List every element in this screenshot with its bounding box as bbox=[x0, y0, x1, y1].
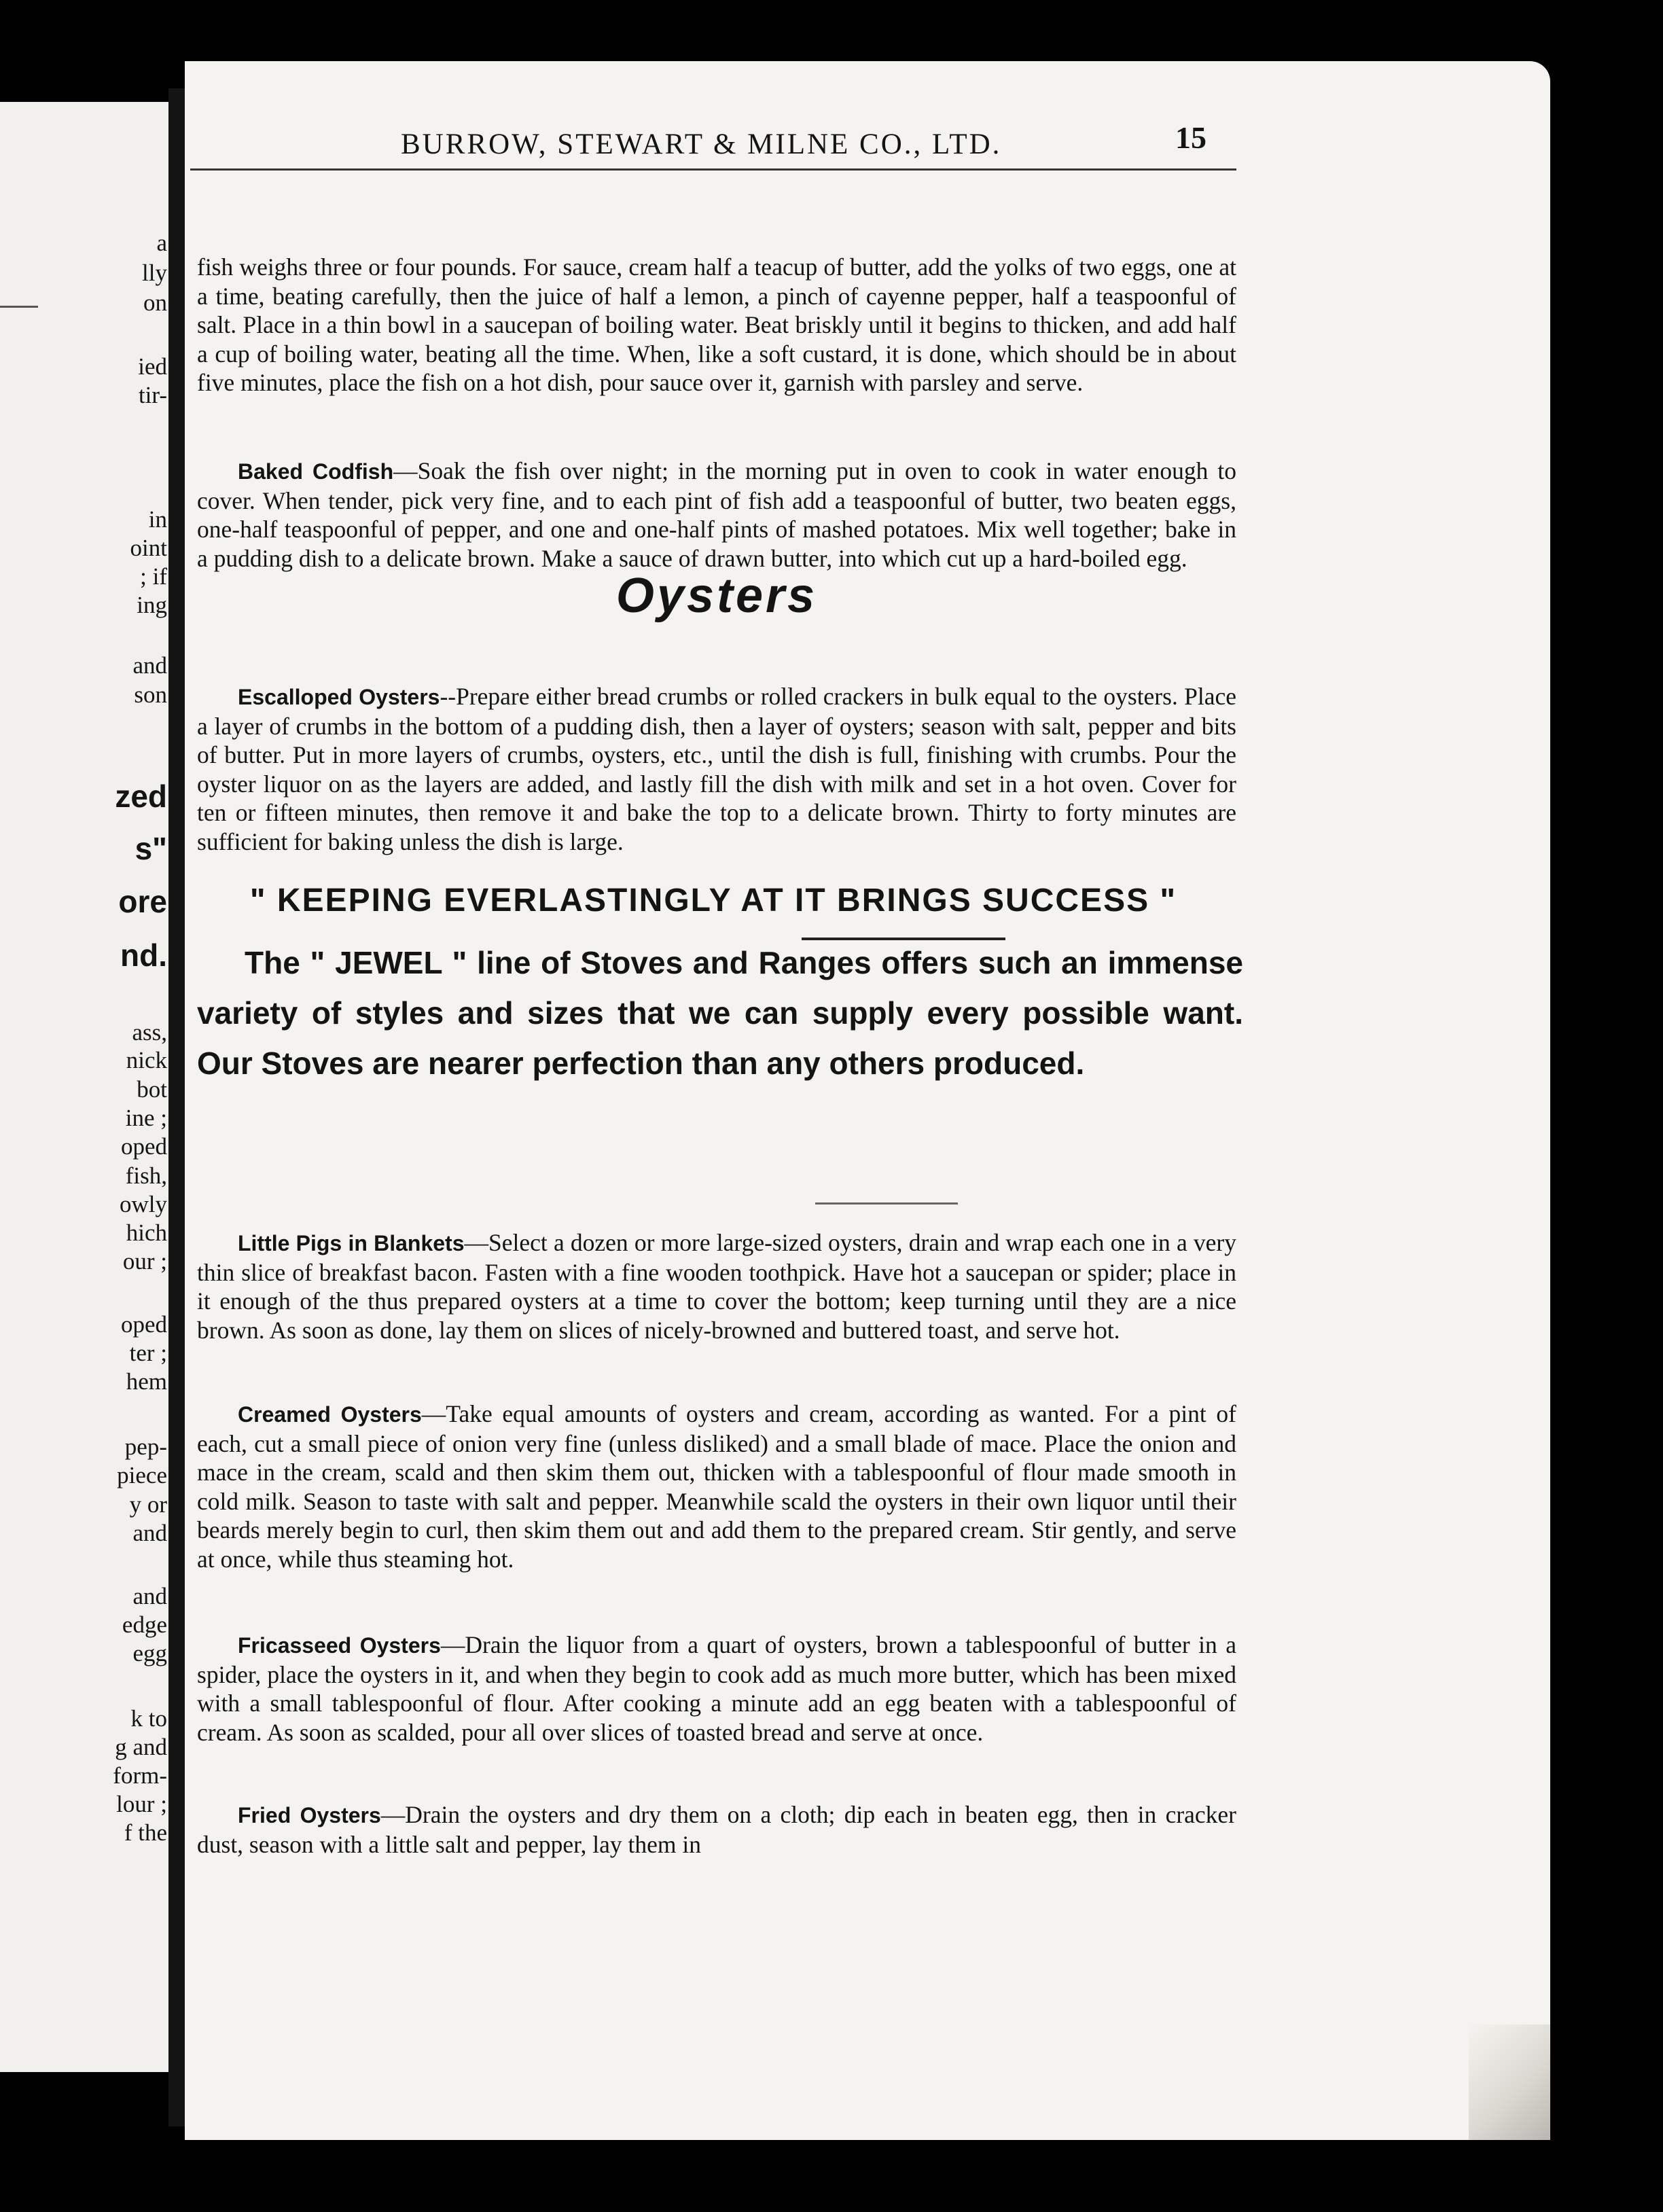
previous-page-fragment-line: our ; bbox=[122, 1248, 167, 1274]
recipe-text: —Take equal amounts of oysters and cream, according as wanted. For a pint of each, cut a small piece of onion very fine (unless disliked) and a small blade of mace. Place the onion and mace in the cream, scald and then skim them out, thicken with a tablespoonful of flour made smooth in cold milk. Season to taste with salt and pepper. Meanwhile scald the oysters in their own liquor until their beards merely begin to curl, then skim them out and add them to the prepared cream. Stir gently, and serve at once, while thus steaming hot. bbox=[197, 1400, 1236, 1573]
advertisement-slogan: " KEEPING EVERLASTINGLY AT IT BRINGS SUCCESS " bbox=[249, 882, 1177, 918]
previous-page-fragment-line: oped bbox=[120, 1133, 167, 1160]
baked-codfish-recipe bbox=[197, 457, 1236, 573]
recipe-text: —Select a dozen or more large-sized oysters, drain and wrap each one in a very thin slice of breakfast bacon. Fasten with a fine wooden toothpick. Have hot a saucepan or spider; place in it enough of the thus prepared oysters at a time to cover the bottom; keep turning until they are a nice brown. As soon as done, lay them on slices of nicely-browned and buttered toast, and serve hot. bbox=[197, 1229, 1236, 1344]
previous-page-fragment-line: ; if bbox=[140, 563, 167, 590]
recipe-text: —Soak the fish over night; in the morning put in oven to cook in water enough to cover. When tender, pick very fine, and to each pint of fish add a teaspoonful of butter, two beaten eggs, one-half teaspoonful of pepper, and one and one-half pints of mashed potatoes. Mix well together; bake in a pudding dish to a delicate brown. Make a sauce of drawn butter, into which cut up a hard-boiled egg. bbox=[197, 457, 1236, 572]
previous-page-fragment-line: nick bbox=[126, 1047, 167, 1073]
paragraph-text: fish weighs three or four pounds. For sauce, cream half a teacup of butter, add the yolks of two eggs, one at a time, beating carefully, then the juice of half a lemon, a pinch of cayenne pepper, half a teaspoonful of salt. Place in a thin bowl in a saucepan of boiling water. Beat briskly until it begins to thicken, and add half a cup of boiling water, beating all the time. When, like a soft custard, it is done, which should be in about five minutes, place the fish on a hot dish, pour sauce over it, garnish with parsley and serve. bbox=[197, 253, 1236, 396]
previous-page-fragment-line: owly bbox=[120, 1191, 167, 1217]
previous-page-fragment-line: tir- bbox=[138, 382, 167, 408]
previous-page-fragment-line: ing bbox=[137, 592, 167, 618]
previous-page-fragment-line: ied bbox=[138, 353, 167, 380]
previous-page-fragment-line: hem bbox=[126, 1368, 167, 1395]
previous-page-fragment-line: in bbox=[148, 506, 167, 533]
previous-page-fragment bbox=[0, 102, 178, 2072]
previous-page-fragment-line: zed bbox=[115, 779, 167, 814]
previous-page-fragment-line: a bbox=[156, 230, 167, 256]
fish-sauce-paragraph bbox=[197, 253, 1236, 397]
previous-page-fragment-line: hich bbox=[126, 1219, 167, 1246]
previous-page-fragment-line: y or bbox=[129, 1491, 167, 1518]
previous-page-fragment-line: ass, bbox=[132, 1019, 167, 1046]
recipe-title: Little Pigs in Blankets bbox=[238, 1231, 465, 1255]
previous-page-fragment-line: ore bbox=[118, 884, 167, 919]
previous-page-fragment-line: son bbox=[134, 681, 167, 708]
previous-page-fragment-line: ine ; bbox=[125, 1105, 167, 1131]
recipe-title: Creamed Oysters bbox=[238, 1402, 422, 1427]
previous-page-fragment-line: and bbox=[132, 1520, 167, 1546]
recipe-title: Fried Oysters bbox=[238, 1803, 381, 1827]
fried-oysters-recipe bbox=[197, 1800, 1236, 1859]
previous-page-fragment-line: edge bbox=[122, 1611, 167, 1638]
previous-page-rule bbox=[0, 306, 38, 308]
advertisement-text: The " JEWEL " line of Stoves and Ranges offers such an immense variety of styles and sizes that we can supply every possible want. Our Stoves are nearer perfection than any others produced. bbox=[197, 945, 1243, 1081]
previous-page-fragment-line: f the bbox=[124, 1819, 167, 1846]
previous-page-fragment-line: oped bbox=[120, 1311, 167, 1338]
previous-page-fragment-line: nd. bbox=[120, 938, 167, 973]
recipe-text: —Drain the oysters and dry them on a cloth; dip each in beaten egg, then in cracker dust, season with a little salt and pepper, lay them in bbox=[197, 1801, 1236, 1858]
header-rule bbox=[190, 168, 1236, 171]
previous-page-fragment-line: pep- bbox=[124, 1433, 167, 1460]
page-corner-fold bbox=[1469, 2024, 1550, 2140]
previous-page-fragment-line: piece bbox=[117, 1462, 167, 1488]
page-number: 15 bbox=[1175, 120, 1206, 155]
fricasseed-oysters-recipe bbox=[197, 1630, 1236, 1747]
recipe-text: --Prepare either bread crumbs or rolled crackers in bulk equal to the oysters. Place a layer of crumbs in the bottom of a pudding dish, then a layer of oysters; season with salt, pepper and bits of butter. Put in more layers of crumbs, oysters, etc., until the dish is full, finishing with crumbs. Pour the oyster liquor on as the layers are added, and lastly fill the dish with milk and set in a hot oven. Cover for ten or fifteen minutes, then remove it and bake the top to a delicate brown. Thirty to forty minutes are sufficient for baking unless the dish is large. bbox=[197, 683, 1236, 855]
separator-rule-small bbox=[815, 1202, 958, 1205]
little-pigs-recipe bbox=[197, 1228, 1236, 1344]
previous-page-fragment-line: s" bbox=[135, 831, 167, 866]
previous-page-fragment-line: and bbox=[132, 652, 167, 679]
previous-page-fragment-line: k to bbox=[130, 1705, 167, 1732]
previous-page-fragment-line: lly bbox=[142, 260, 167, 286]
running-header: BURROW, STEWART & MILNE CO., LTD. bbox=[401, 128, 1002, 160]
previous-page-fragment-line: ter ; bbox=[129, 1340, 167, 1366]
recipe-title: Baked Codfish bbox=[238, 459, 394, 484]
previous-page-fragment-line: bot bbox=[137, 1076, 167, 1103]
escalloped-oysters-recipe bbox=[197, 682, 1236, 856]
previous-page-fragment-line: and bbox=[132, 1583, 167, 1609]
recipe-title: Fricasseed Oysters bbox=[238, 1633, 441, 1658]
previous-page-fragment-line: egg bbox=[132, 1640, 167, 1666]
recipe-title: Escalloped Oysters bbox=[238, 685, 440, 709]
previous-page-fragment-line: lour ; bbox=[116, 1791, 167, 1817]
previous-page-fragment-line: fish, bbox=[125, 1162, 167, 1189]
previous-page-fragment-line: form- bbox=[113, 1762, 167, 1789]
creamed-oysters-recipe bbox=[197, 1399, 1236, 1573]
previous-page-fragment-line: oint bbox=[130, 535, 167, 561]
section-heading: Oysters bbox=[615, 569, 818, 623]
previous-page-fragment-line: g and bbox=[115, 1734, 167, 1760]
previous-page-fragment-line: on bbox=[143, 289, 167, 316]
recipe-text: —Drain the liquor from a quart of oysters, brown a tablespoonful of butter in a spider, place the oysters in it, and when they begin to cook add as much more butter, which has been mixed with a small tablespoonful of flour. After cooking a minute add an egg beaten with a tablespoonful of cream. As soon as scalded, pour all over slices of toasted bread and serve at once. bbox=[197, 1631, 1237, 1746]
